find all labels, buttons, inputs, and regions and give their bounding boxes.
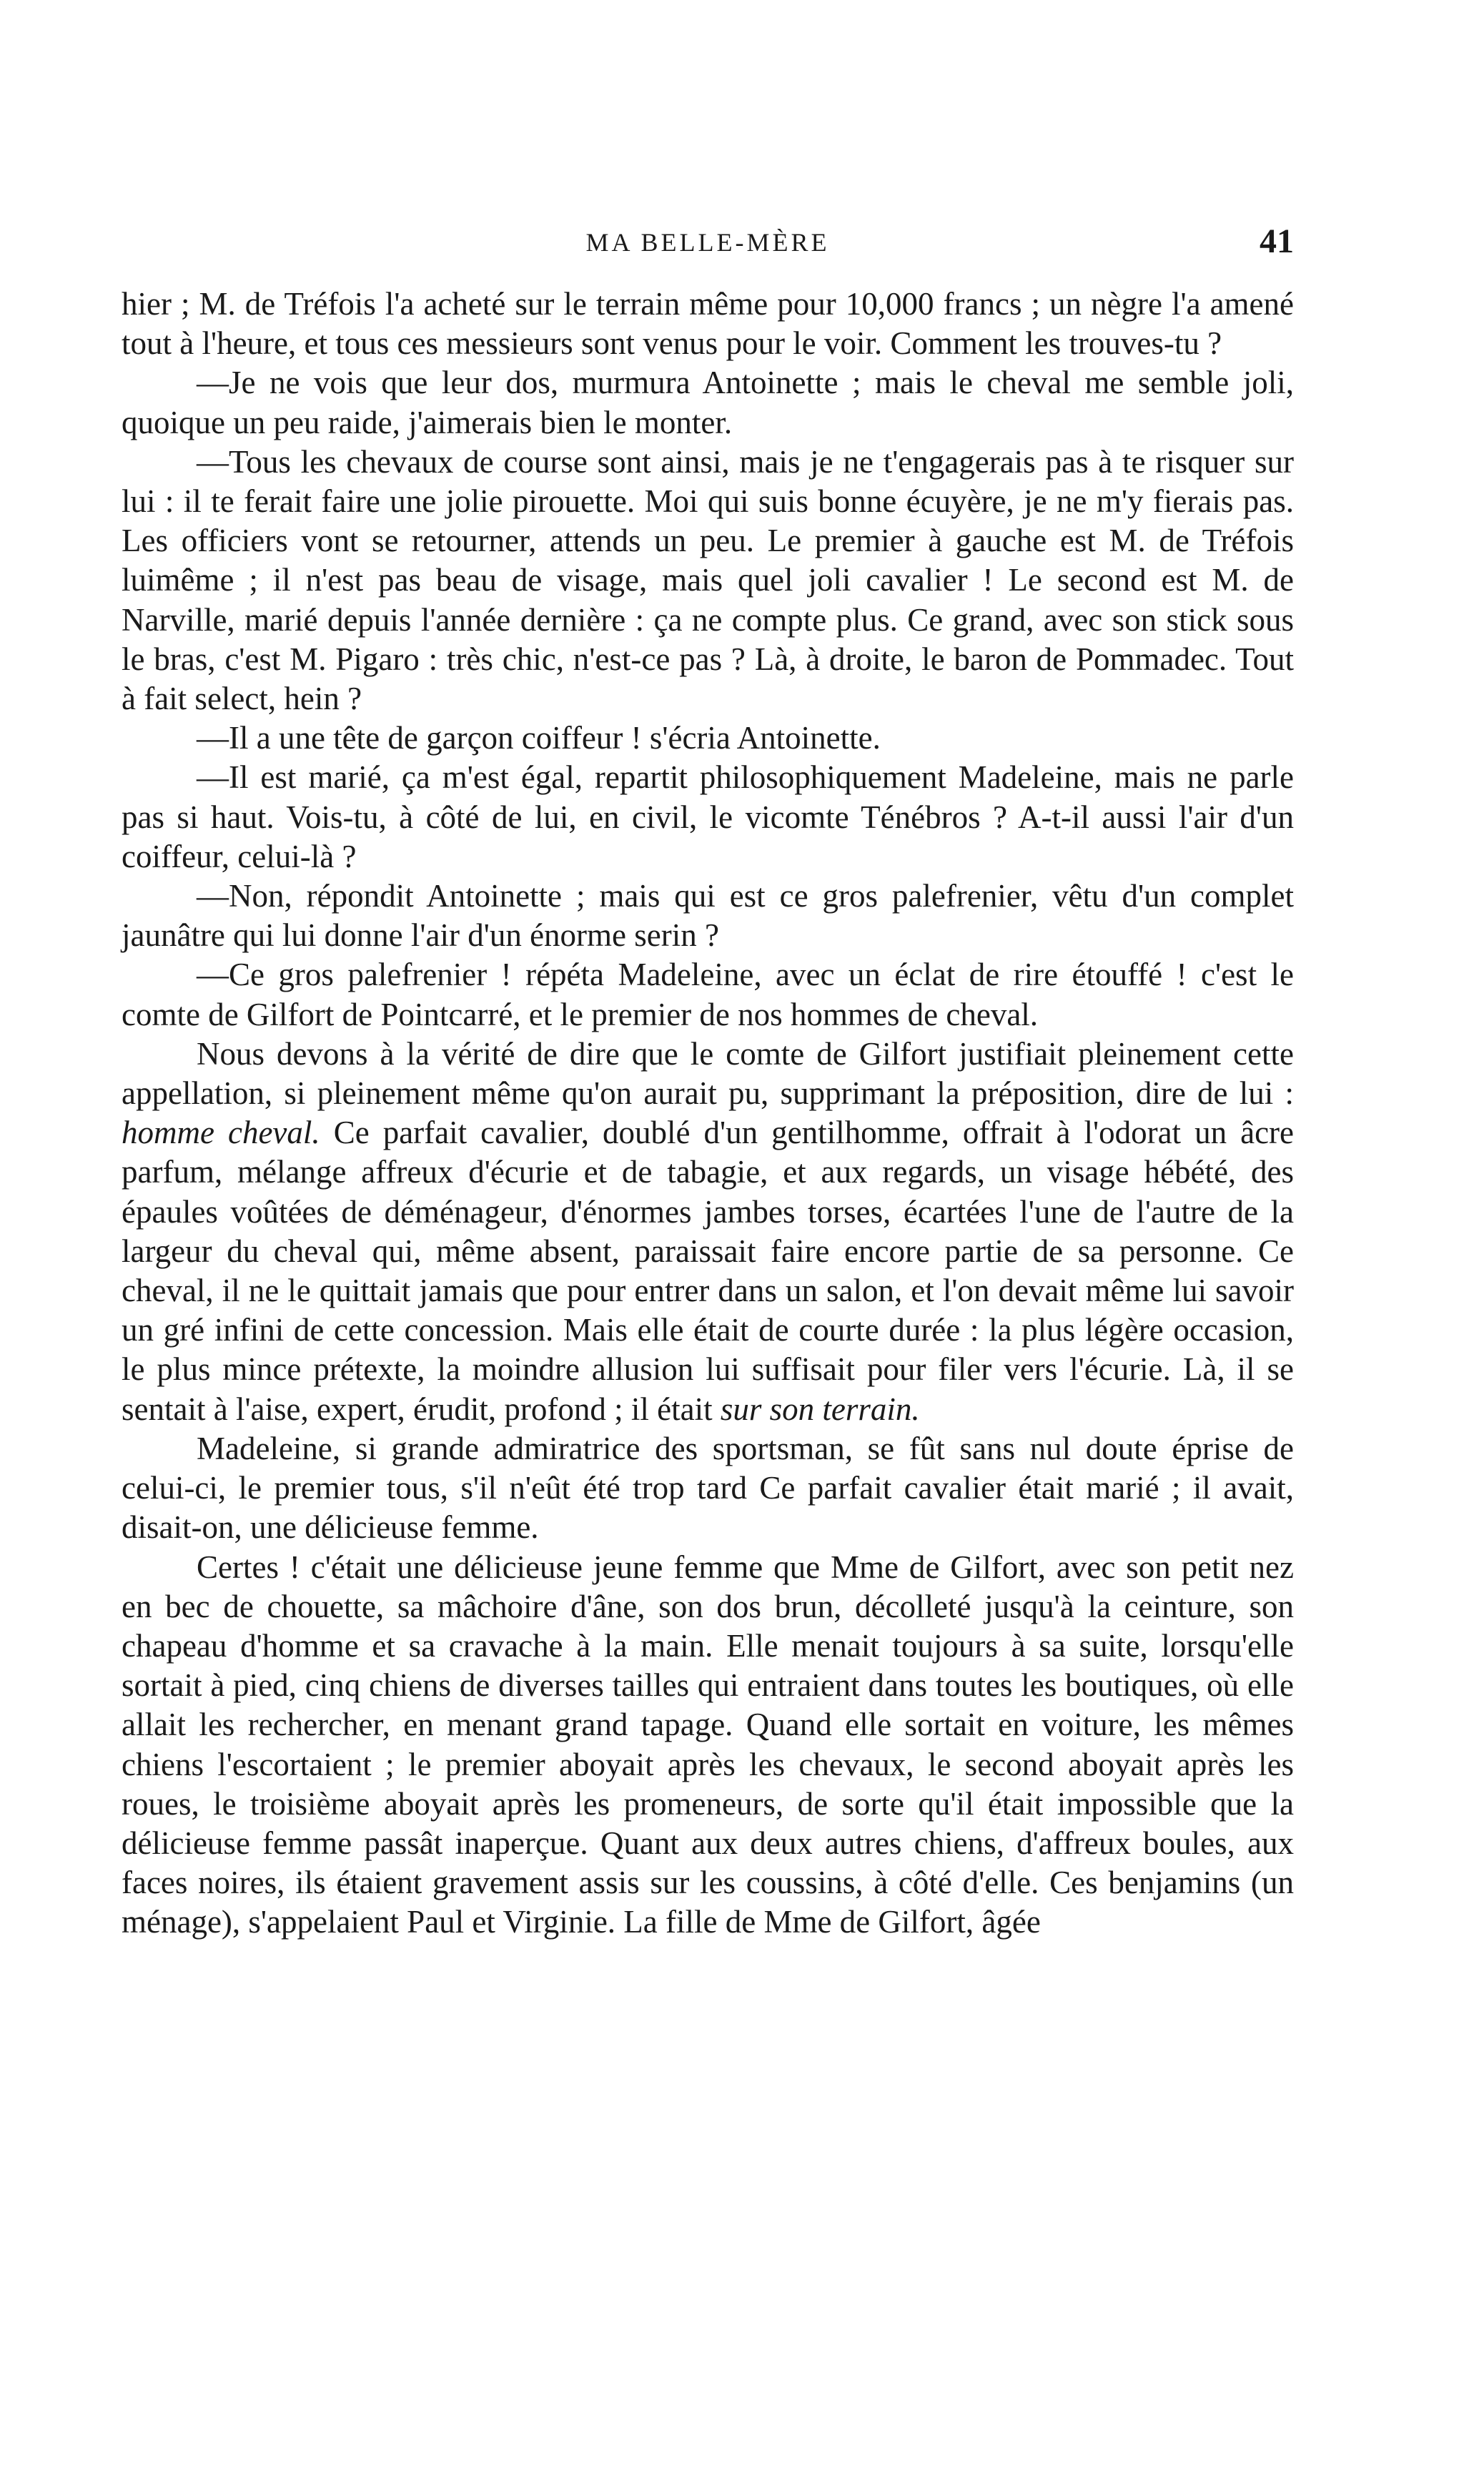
running-title: MA BELLE-MÈRE [585, 228, 830, 257]
paragraph-1: hier ; M. de Tréfois l'a acheté sur le terrain même pour 10,000 francs ; un nègre l'a amené tout à l'heure, et tous ces messieurs sont venus pour le voir. Comment les trouves-tu ? [122, 286, 1294, 362]
paragraph-9: Madeleine, si grande admiratrice des sportsman, se fût sans nul doute éprise de celui-ci, le premier tous, s'il n'eût été trop tard Ce parfait cavalier était marié ; il avait, disait-on, une délicieuse femme. [122, 1430, 1294, 1546]
page-header [122, 222, 1294, 270]
paragraph-5: —Il est marié, ça m'est égal, repartit philosophiquement Madeleine, mais ne parle pas si haut. Vois-tu, à côté de lui, en civil, le vicomte Ténébros ? A-t-il aussi l'air d'un coiffeur, celui-là ? [122, 759, 1294, 874]
paragraph-8-text-a: Nous devons à la vérité de dire que le comte de Gilfort justifiait pleinement cette appellation, si pleinement même qu'on aurait pu, supprimant la préposition, dire de lui : [122, 1035, 1294, 1112]
page-number: 41 [1260, 222, 1294, 260]
paragraph-8-text-b: Ce parfait cavalier, doublé d'un gentilhomme, offrait à l'odorat un âcre parfum, mélange affreux d'écurie et de tabagie, et aux regards, un visage hébété, des épaules voûtées de déménageur, d'énormes jambes torses, écartées l'une de l'autre de la largeur du cheval qui, même absent, paraissait faire encore partie de sa personne. Ce cheval, il ne le quittait jamais que pour entrer dans un salon, et l'on devait même lui savoir un gré infini de cette concession. Mais elle était de courte durée : la plus légère occasion, le plus mince prétexte, la moindre allusion lui suffisait pour filer vers l'écurie. Là, il se sentait à l'aise, expert, érudit, profond ; il était [122, 1115, 1295, 1427]
paragraph-6: —Non, répondit Antoinette ; mais qui est ce gros palefrenier, vêtu d'un complet jaunâtre qui lui donne l'air d'un énorme serin ? [122, 878, 1294, 954]
paragraph-10: Certes ! c'était une délicieuse jeune femme que Mme de Gilfort, avec son petit nez en bec de chouette, sa mâchoire d'âne, son dos brun, décolleté jusqu'à la ceinture, son chapeau d'homme et sa cravache à la main. Elle menait toujours à sa suite, lorsqu'elle sortait à pied, cinq chiens de diverses tailles qui entraient dans toutes les boutiques, où elle allait les rechercher, en menant grand tapage. Quand elle sortait en voiture, les mêmes chiens l'escortaient ; le premier aboyait après les chevaux, le second aboyait après les roues, le troisième aboyait après les promeneurs, de sorte qu'il était impossible que la délicieuse femme passât inaperçue. Quant aux deux autres chiens, d'affreux boules, aux faces noires, ils étaient gravement assis sur les coussins, à côté d'elle. Ces benjamins (un ménage), s'appelaient Paul et Virginie. La fille de Mme de Gilfort, âgée [122, 1549, 1294, 1940]
paragraph-8-italic-a: homme cheval. [122, 1115, 320, 1151]
paragraph-7: —Ce gros palefrenier ! répéta Madeleine, avec un éclat de rire étouffé ! c'est le comte de Gilfort de Pointcarré, et le premier de nos hommes de cheval. [122, 957, 1294, 1032]
paragraph-3: —Tous les chevaux de course sont ainsi, mais je ne t'engagerais pas à te risquer sur lui : il te ferait faire une jolie pirouette. Moi qui suis bonne écuyère, je ne m'y fierais pas. Les officiers vont se retourner, attends un peu. Le premier à gauche est M. de Tréfois luimême ; il n'est pas beau de visage, mais quel joli cavalier ! Le second est M. de Narville, marié depuis l'année dernière : ça ne compte plus. Ce grand, avec son stick sous le bras, c'est M. Pigaro : très chic, n'est-ce pas ? Là, à droite, le baron de Pommadec. Tout à fait select, hein ? [122, 443, 1294, 717]
paragraph-8-italic-b: sur son terrain. [720, 1391, 920, 1427]
paragraph-8 [122, 1035, 1294, 1429]
paragraph-4: —Il a une tête de garçon coiffeur ! s'écria Antoinette. [197, 720, 881, 756]
body-text [122, 285, 1294, 1943]
paragraph-2: —Je ne vois que leur dos, murmura Antoinette ; mais le cheval me semble joli, quoique un peu raide, j'aimerais bien le monter. [122, 365, 1294, 440]
